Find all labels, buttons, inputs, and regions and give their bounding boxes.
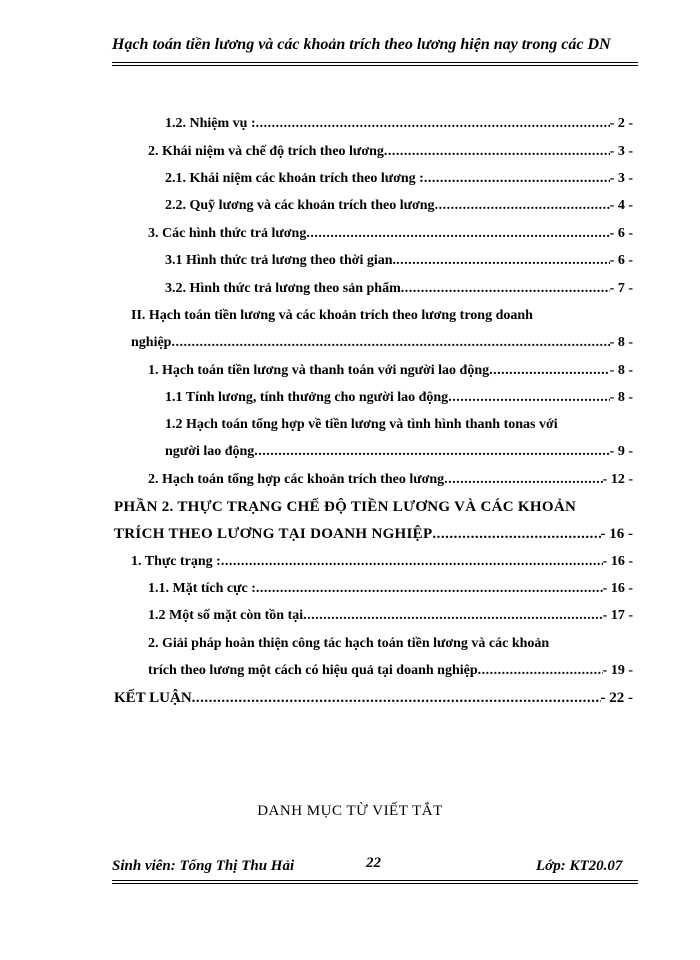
- toc-entry-page: - 9 -: [609, 444, 633, 459]
- toc-entry-text: 1.2 Một số mặt còn tồn tại: [148, 608, 304, 623]
- toc-entry[interactable]: [165, 116, 633, 136]
- toc-entry[interactable]: [114, 690, 633, 710]
- toc-entry-text[interactable]: 2. Giải pháp hoàn thiện công tác hạch toán tiền lương và các khoản: [148, 636, 550, 651]
- toc-entry-text[interactable]: PHẦN 2. THỰC TRẠNG CHẾ ĐỘ TIỀN LƯƠNG VÀ CÁC KHOẢN: [114, 499, 577, 515]
- toc-entry-text: 2. Khái niệm và chế độ trích theo lương: [148, 144, 384, 159]
- toc-entry[interactable]: [165, 444, 633, 464]
- toc-entry-page: - 8 -: [609, 390, 633, 405]
- toc-entry-text: trích theo lương một cách có hiệu quả tại doanh nghiệp: [148, 663, 478, 678]
- toc-entry[interactable]: [148, 581, 633, 601]
- toc-entry[interactable]: [165, 171, 633, 191]
- toc-entry-text: 2.1. Khái niệm các khoản trích theo lương :: [165, 171, 424, 186]
- toc-entry-text: 1. Hạch toán tiền lương và thanh toán với người lao động: [148, 363, 490, 378]
- toc-entry[interactable]: [114, 526, 633, 546]
- toc-entry-text: 2.2. Quỹ lương và các khoản trích theo lương: [165, 198, 435, 213]
- toc-entry-page: - 6 -: [609, 253, 633, 268]
- footer-page-number: 22: [366, 855, 381, 871]
- toc-entry-text: 1. Thực trạng :: [131, 554, 221, 569]
- toc-entry[interactable]: [148, 363, 633, 383]
- toc-entry-page: - 6 -: [609, 226, 633, 241]
- toc-entry-page: - 7 -: [609, 281, 633, 296]
- toc-entry-text: 3. Các hình thức trả lương: [148, 226, 307, 241]
- footer-student: Sinh viên: Tống Thị Thu Hải: [112, 858, 295, 874]
- toc-entry[interactable]: [148, 144, 633, 164]
- running-header: Hạch toán tiền lương và các khoản trích theo lương hiện nay trong các DN: [112, 36, 611, 53]
- toc-entry-page: - 19 -: [602, 663, 633, 678]
- toc-entry-text: 3.1 Hình thức trả lương theo thời gian.: [165, 253, 397, 268]
- toc-entry[interactable]: [131, 554, 633, 574]
- footer-class: Lớp: KT20.07: [536, 858, 623, 874]
- toc-entry-text: nghiệp: [131, 335, 172, 350]
- toc-entry-page: - 16 -: [602, 554, 633, 569]
- toc-entry-page: - 16 -: [602, 581, 633, 596]
- toc-entry-page: - 3 -: [609, 144, 633, 159]
- toc-entry-page: - 16 -: [600, 526, 633, 542]
- toc-entry-page: - 8 -: [609, 335, 633, 350]
- toc-entry-text[interactable]: 1.2 Hạch toán tổng hợp về tiền lương và tình hình thanh tonas với: [165, 417, 558, 432]
- toc-entry-page: - 3 -: [609, 171, 633, 186]
- toc-entry-page: - 8 -: [609, 363, 633, 378]
- toc-entry-page: - 4 -: [609, 198, 633, 213]
- toc-entry-text: 1.2. Nhiệm vụ :: [165, 116, 256, 131]
- toc-entry-page: - 22 -: [600, 690, 633, 706]
- toc-entry[interactable]: [165, 281, 633, 301]
- toc-entry-text: 3.2. Hình thức trả lương theo sản phẩm: [165, 281, 401, 296]
- footer-rule: [112, 883, 638, 884]
- toc-entry-page: - 2 -: [609, 116, 633, 131]
- toc-entry[interactable]: [165, 253, 633, 273]
- toc-entry-text: 2. Hạch toán tổng hợp các khoản trích theo lương: [148, 472, 445, 487]
- toc-entry[interactable]: [148, 608, 633, 628]
- footer-rule: [112, 880, 638, 881]
- toc-entry-text: TRÍCH THEO LƯƠNG TẠI DOANH NGHIỆP: [114, 526, 433, 542]
- toc-entry[interactable]: [148, 472, 633, 492]
- header-rule: [112, 62, 638, 63]
- toc-entry[interactable]: [131, 335, 633, 355]
- section-title: DANH MỤC TỪ VIẾT TẮT: [257, 803, 443, 819]
- toc-entry[interactable]: [148, 226, 633, 246]
- toc-entry-page: - 17 -: [602, 608, 633, 623]
- toc-entry-text: 1.1 Tính lương, tính thưởng cho người lao động: [165, 390, 449, 405]
- header-rule: [112, 65, 638, 66]
- toc-entry-text[interactable]: II. Hạch toán tiền lương và các khoản trích theo lương trong doanh: [131, 308, 533, 323]
- toc-entry-text: người lao động: [165, 444, 255, 459]
- toc-entry[interactable]: [148, 663, 633, 683]
- toc-entry-page: - 12 -: [602, 472, 633, 487]
- toc-entry-text: 1.1. Mặt tích cực :: [148, 581, 256, 596]
- toc-entry[interactable]: [165, 198, 633, 218]
- toc-entry[interactable]: [165, 390, 633, 410]
- toc-entry-text: KẾT LUẬN: [114, 690, 192, 706]
